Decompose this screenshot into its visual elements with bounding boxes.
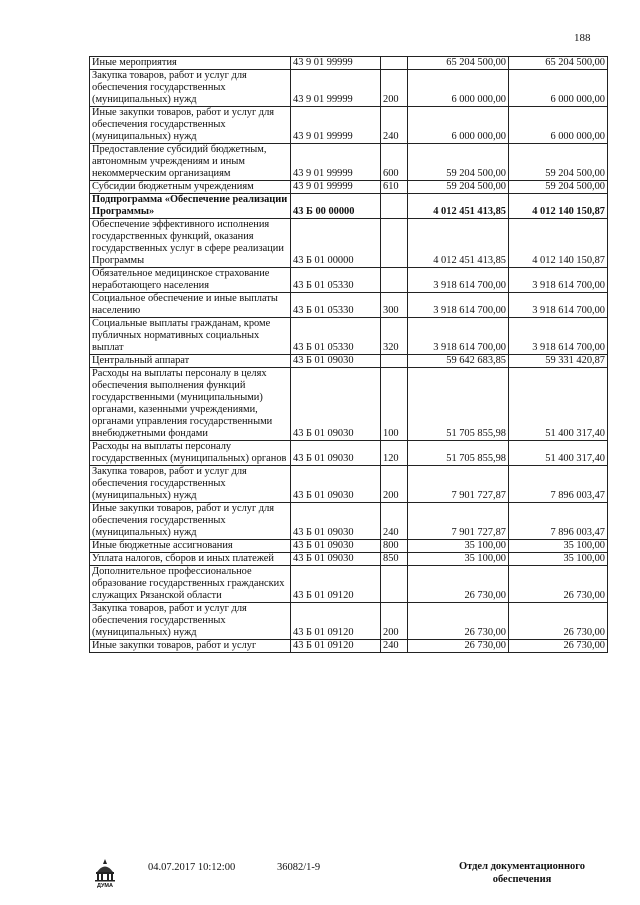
row-type: 240 xyxy=(381,107,408,144)
row-type: 800 xyxy=(381,540,408,553)
table-row xyxy=(90,181,608,194)
row-name: Иные бюджетные ассигнования xyxy=(90,540,291,553)
row-name: Предоставление субсидий бюджетным, автономным учреждениям и иным некоммерческим организациям xyxy=(90,144,291,181)
row-sum-2017: 51 705 855,98 xyxy=(408,368,509,441)
row-code: 43 Б 01 05330 xyxy=(291,293,381,318)
table-row xyxy=(90,566,608,603)
row-type: 240 xyxy=(381,503,408,540)
logo-text: ДУМА xyxy=(97,883,113,888)
row-sum-2017: 59 642 683,85 xyxy=(408,355,509,368)
row-sum-2018: 35 100,00 xyxy=(509,553,608,566)
table-row xyxy=(90,355,608,368)
row-sum-2017: 4 012 451 413,85 xyxy=(408,194,509,219)
table-row xyxy=(90,107,608,144)
row-sum-2018: 26 730,00 xyxy=(509,566,608,603)
row-type: 850 xyxy=(381,553,408,566)
row-type: 320 xyxy=(381,318,408,355)
row-name: Иные мероприятия xyxy=(90,57,291,70)
table-row xyxy=(90,268,608,293)
table-row xyxy=(90,219,608,268)
row-sum-2018: 35 100,00 xyxy=(509,540,608,553)
row-type xyxy=(381,566,408,603)
row-type: 120 xyxy=(381,441,408,466)
row-sum-2017: 6 000 000,00 xyxy=(408,70,509,107)
row-sum-2017: 4 012 451 413,85 xyxy=(408,219,509,268)
table-row xyxy=(90,603,608,640)
row-sum-2017: 3 918 614 700,00 xyxy=(408,268,509,293)
row-code: 43 Б 01 09030 xyxy=(291,540,381,553)
footer-department: Отдел документационного обеспечения xyxy=(458,861,586,885)
row-sum-2017: 6 000 000,00 xyxy=(408,107,509,144)
row-name: Обеспечение эффективного исполнения государственных функций, оказания государственных услуг в сфере реализации Программы xyxy=(90,219,291,268)
row-code: 43 Б 01 09030 xyxy=(291,355,381,368)
row-sum-2018: 7 896 003,47 xyxy=(509,466,608,503)
row-sum-2018: 59 204 500,00 xyxy=(509,181,608,194)
footer-date: 04.07.2017 10:12:00 xyxy=(148,862,236,873)
row-code: 43 Б 00 00000 xyxy=(291,194,381,219)
row-sum-2018: 3 918 614 700,00 xyxy=(509,268,608,293)
row-name: Уплата налогов, сборов и иных платежей xyxy=(90,553,291,566)
footer-doc-number: 36082/1-9 xyxy=(277,862,321,873)
row-sum-2017: 35 100,00 xyxy=(408,553,509,566)
row-code: 43 Б 01 09030 xyxy=(291,503,381,540)
row-name: Иные закупки товаров, работ и услуг xyxy=(90,640,291,653)
table-row xyxy=(90,503,608,540)
row-sum-2018: 3 918 614 700,00 xyxy=(509,293,608,318)
row-sum-2017: 7 901 727,87 xyxy=(408,466,509,503)
row-name: Иные закупки товаров, работ и услуг для обеспечения государственных (муниципальных) нужд xyxy=(90,503,291,540)
row-sum-2017: 59 204 500,00 xyxy=(408,144,509,181)
row-sum-2017: 59 204 500,00 xyxy=(408,181,509,194)
budget-table-body xyxy=(90,57,608,653)
row-code: 43 9 01 99999 xyxy=(291,181,381,194)
row-code: 43 Б 01 09120 xyxy=(291,566,381,603)
row-sum-2017: 26 730,00 xyxy=(408,603,509,640)
budget-table xyxy=(89,56,608,653)
row-sum-2017: 26 730,00 xyxy=(408,640,509,653)
row-type: 240 xyxy=(381,640,408,653)
table-row xyxy=(90,441,608,466)
row-sum-2018: 59 204 500,00 xyxy=(509,144,608,181)
row-code: 43 Б 01 00000 xyxy=(291,219,381,268)
row-code: 43 Б 01 09120 xyxy=(291,603,381,640)
row-type xyxy=(381,268,408,293)
page-number: 188 xyxy=(574,32,591,44)
row-code: 43 Б 01 09030 xyxy=(291,553,381,566)
row-name: Дополнительное профессиональное образование государственных гражданских служащих Рязанской области xyxy=(90,566,291,603)
row-sum-2018: 51 400 317,40 xyxy=(509,441,608,466)
row-type: 300 xyxy=(381,293,408,318)
row-sum-2017: 3 918 614 700,00 xyxy=(408,293,509,318)
table-row xyxy=(90,57,608,70)
table-row xyxy=(90,553,608,566)
row-type: 200 xyxy=(381,70,408,107)
row-type: 610 xyxy=(381,181,408,194)
row-name: Расходы на выплаты персоналу в целях обеспечения выполнения функций государственными (муниципальными) органами, казенными учреждениями, органами управления государственными внебюджетными фондами xyxy=(90,368,291,441)
row-sum-2018: 51 400 317,40 xyxy=(509,368,608,441)
row-sum-2017: 51 705 855,98 xyxy=(408,441,509,466)
row-sum-2017: 7 901 727,87 xyxy=(408,503,509,540)
row-code: 43 9 01 99999 xyxy=(291,107,381,144)
table-row xyxy=(90,540,608,553)
row-sum-2018: 65 204 500,00 xyxy=(509,57,608,70)
row-sum-2018: 4 012 140 150,87 xyxy=(509,219,608,268)
table-row xyxy=(90,368,608,441)
row-code: 43 9 01 99999 xyxy=(291,70,381,107)
row-name: Обязательное медицинское страхование неработающего населения xyxy=(90,268,291,293)
row-type: 200 xyxy=(381,603,408,640)
row-name: Субсидии бюджетным учреждениям xyxy=(90,181,291,194)
table-row xyxy=(90,466,608,503)
row-sum-2017: 65 204 500,00 xyxy=(408,57,509,70)
row-name: Закупка товаров, работ и услуг для обеспечения государственных (муниципальных) нужд xyxy=(90,466,291,503)
row-sum-2017: 35 100,00 xyxy=(408,540,509,553)
row-name: Социальное обеспечение и иные выплаты населению xyxy=(90,293,291,318)
row-code: 43 9 01 99999 xyxy=(291,144,381,181)
table-row xyxy=(90,194,608,219)
duma-logo-icon xyxy=(92,858,118,888)
row-sum-2018: 6 000 000,00 xyxy=(509,70,608,107)
row-sum-2018: 3 918 614 700,00 xyxy=(509,318,608,355)
row-type xyxy=(381,355,408,368)
row-type: 600 xyxy=(381,144,408,181)
table-row xyxy=(90,293,608,318)
row-code: 43 9 01 99999 xyxy=(291,57,381,70)
row-code: 43 Б 01 05330 xyxy=(291,268,381,293)
row-type xyxy=(381,219,408,268)
row-type: 200 xyxy=(381,466,408,503)
row-name: Социальные выплаты гражданам, кроме публичных нормативных социальных выплат xyxy=(90,318,291,355)
row-name: Центральный аппарат xyxy=(90,355,291,368)
row-type xyxy=(381,57,408,70)
row-sum-2018: 7 896 003,47 xyxy=(509,503,608,540)
row-name: Закупка товаров, работ и услуг для обеспечения государственных (муниципальных) нужд xyxy=(90,603,291,640)
table-row xyxy=(90,70,608,107)
row-type xyxy=(381,194,408,219)
row-code: 43 Б 01 05330 xyxy=(291,318,381,355)
row-sum-2018: 4 012 140 150,87 xyxy=(509,194,608,219)
row-code: 43 Б 01 09120 xyxy=(291,640,381,653)
row-code: 43 Б 01 09030 xyxy=(291,441,381,466)
footer xyxy=(0,858,640,898)
table-row xyxy=(90,318,608,355)
row-name: Закупка товаров, работ и услуг для обеспечения государственных (муниципальных) нужд xyxy=(90,70,291,107)
row-name: Расходы на выплаты персоналу государственных (муниципальных) органов xyxy=(90,441,291,466)
row-sum-2018: 26 730,00 xyxy=(509,603,608,640)
row-sum-2017: 3 918 614 700,00 xyxy=(408,318,509,355)
row-sum-2017: 26 730,00 xyxy=(408,566,509,603)
row-sum-2018: 6 000 000,00 xyxy=(509,107,608,144)
row-code: 43 Б 01 09030 xyxy=(291,368,381,441)
row-name: Подпрограмма «Обеспечение реализации Программы» xyxy=(90,194,291,219)
table-row xyxy=(90,640,608,653)
row-code: 43 Б 01 09030 xyxy=(291,466,381,503)
row-name: Иные закупки товаров, работ и услуг для обеспечения государственных (муниципальных) нужд xyxy=(90,107,291,144)
row-sum-2018: 59 331 420,87 xyxy=(509,355,608,368)
row-sum-2018: 26 730,00 xyxy=(509,640,608,653)
row-type: 100 xyxy=(381,368,408,441)
table-row xyxy=(90,144,608,181)
